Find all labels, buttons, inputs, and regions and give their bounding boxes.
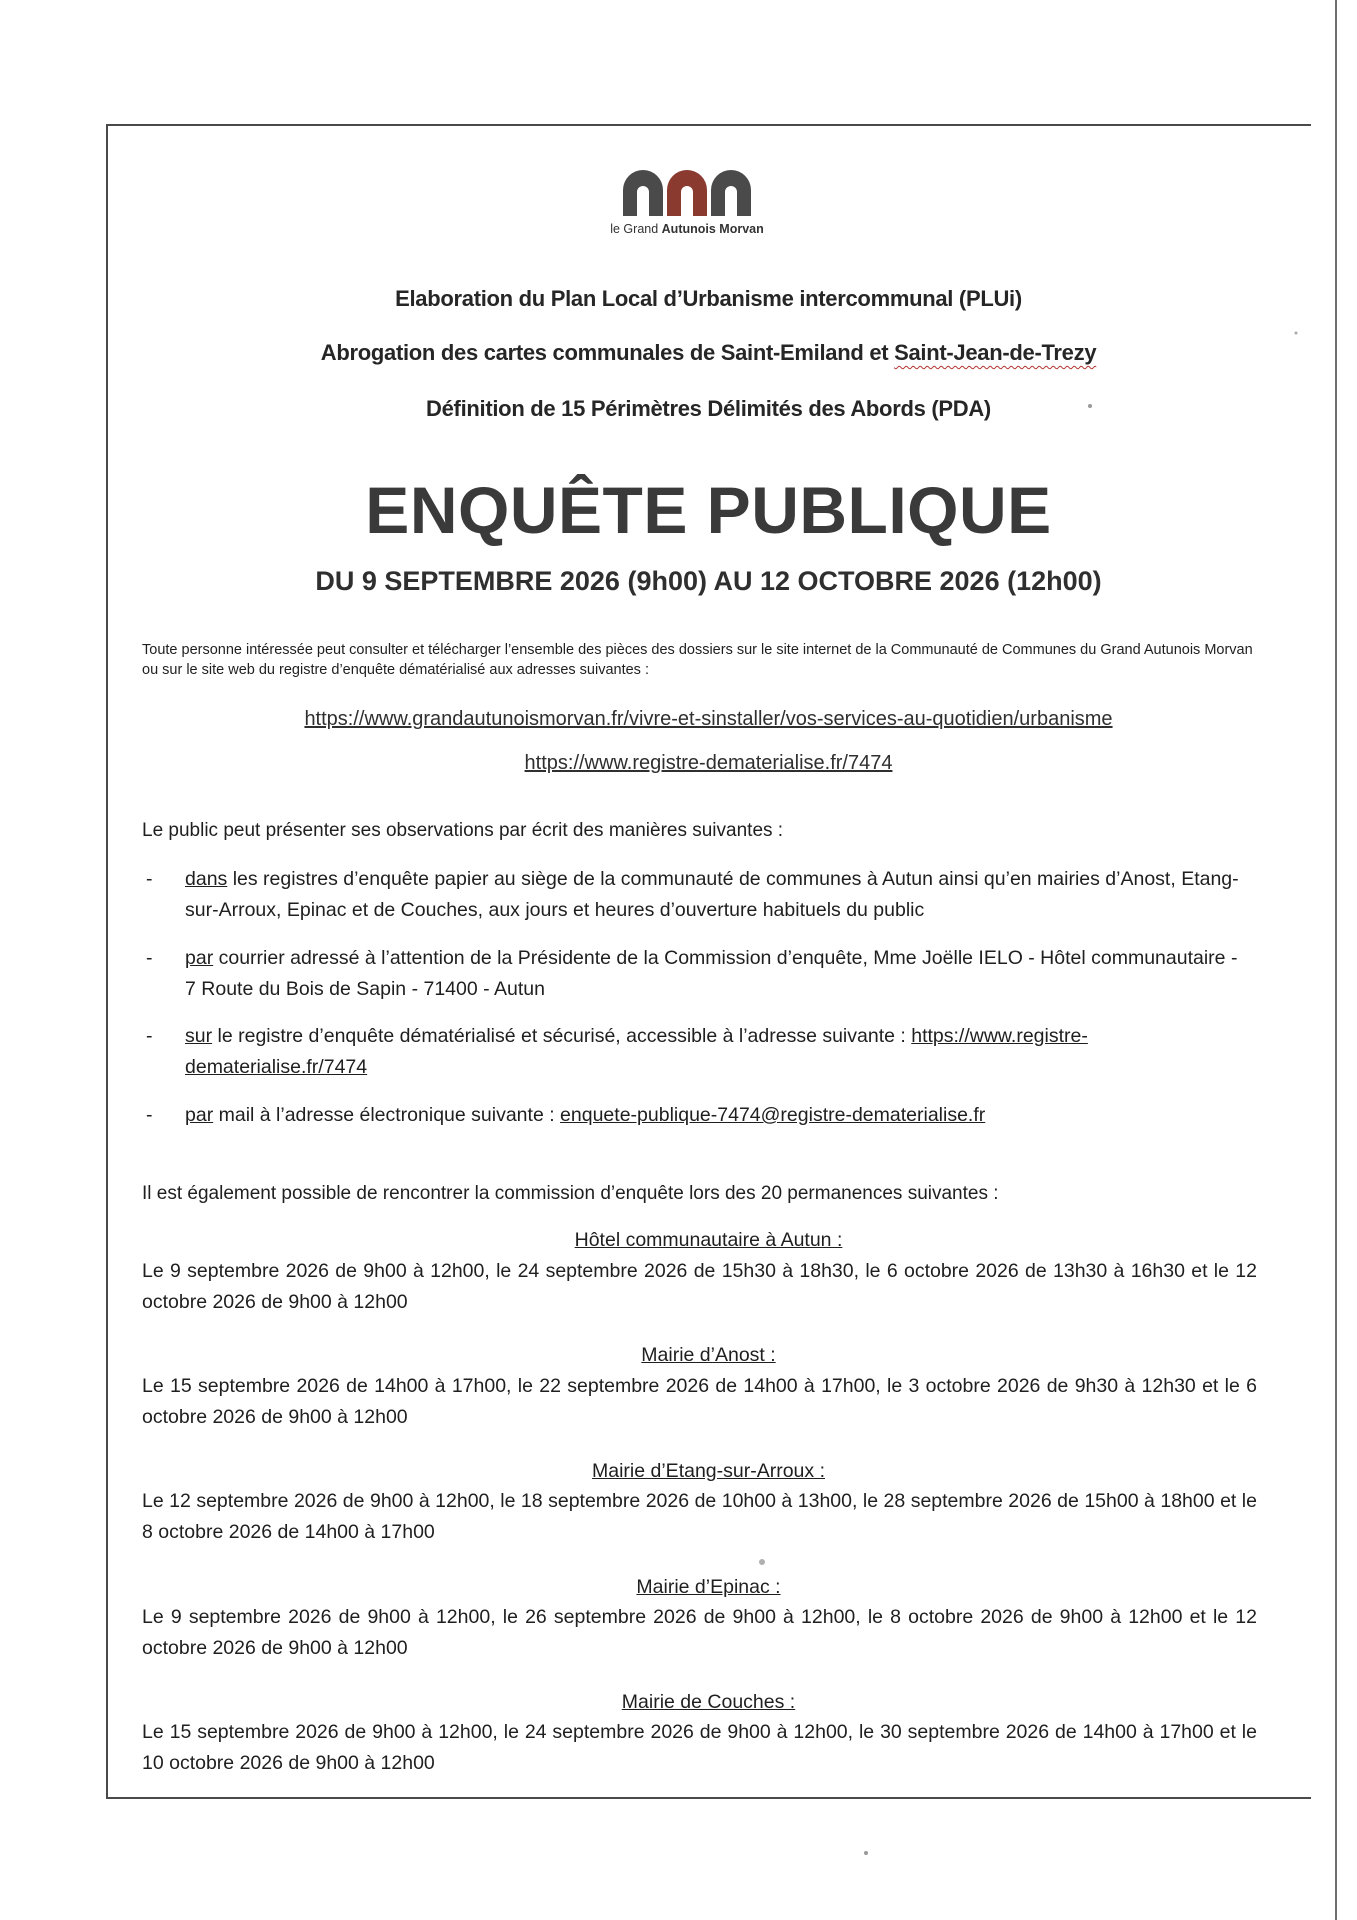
bullet-dash: - — [146, 1025, 153, 1047]
header-plui: Elaboration du Plan Local d’Urbanisme intercommunal (PLUi) — [395, 286, 1022, 311]
url-registre[interactable]: https://www.registre-dematerialise.fr/7474 — [524, 752, 893, 774]
header-pda: Définition de 15 Périmètres Délimités des Abords (PDA) — [426, 396, 991, 421]
location-title: Mairie d’Anost : — [641, 1344, 776, 1366]
email-link[interactable]: enquete-publique-7474@registre-dematerialise.fr — [560, 1104, 986, 1126]
inquiry-dates: DU 9 SEPTEMBRE 2026 (9h00) AU 12 OCTOBRE 2026 (12h00) — [315, 566, 1102, 596]
location-title: Hôtel communautaire à Autun : — [574, 1229, 843, 1251]
registre-link[interactable]: https://www.registre-dematerialise.fr/7474 — [185, 1025, 1088, 1078]
location-title: Mairie d’Epinac : — [636, 1576, 781, 1598]
permanences-intro: Il est également possible de rencontrer la commission d’enquête lors des 20 permanences suivantes : — [142, 1183, 999, 1204]
bullet-dash: - — [146, 868, 153, 890]
bullet-dash: - — [146, 1104, 153, 1126]
location-schedule: Le 15 septembre 2026 de 14h00 à 17h00, le 22 septembre 2026 de 14h00 à 17h00, le 3 octobre 2026 de 9h30 à 12h30 et le 6 octobre 2026 de 9h00 à 12h00 — [142, 1375, 1257, 1428]
location-schedule: Le 15 septembre 2026 de 9h00 à 12h00, le 24 septembre 2026 de 9h00 à 12h00, le 30 septembre 2026 de 14h00 à 17h00 et le 10 octobre 2026 de 9h00 à 12h00 — [142, 1721, 1257, 1774]
url-grand-autunois[interactable]: https://www.grandautunoismorvan.fr/vivre-et-sinstaller/vos-services-au-quotidien/urbanisme — [304, 708, 1113, 730]
header-abrogation: Abrogation des cartes communales de Saint-Emiland et Saint-Jean-de-Trezy — [320, 340, 1097, 365]
bullet-dash: - — [146, 947, 153, 969]
location-schedule: Le 9 septembre 2026 de 9h00 à 12h00, le 26 septembre 2026 de 9h00 à 12h00, le 8 octobre 2026 de 9h00 à 12h00 et le 12 octobre 2026 de 9h00 à 12h00 — [142, 1606, 1257, 1659]
page-title: ENQUÊTE PUBLIQUE — [365, 473, 1052, 547]
consultation-intro: Toute personne intéressée peut consulter et télécharger l’ensemble des pièces des dossiers sur le site internet de la Communauté de Communes du Grand Autunois Morvan ou sur le site web du registre d’enquête dématérialisé aux adresses suivantes : — [142, 642, 1253, 678]
logo-caption: le Grand Autunois Morvan — [610, 222, 764, 236]
location-title: Mairie de Couches : — [621, 1691, 796, 1713]
location-title: Mairie d’Etang-sur-Arroux : — [592, 1460, 825, 1482]
location-schedule: Le 12 septembre 2026 de 9h00 à 12h00, le 18 septembre 2026 de 10h00 à 13h00, le 28 septembre 2026 de 15h00 à 18h00 et le 8 octobre 2026 de 14h00 à 17h00 — [142, 1490, 1257, 1543]
observations-intro: Le public peut présenter ses observations par écrit des manières suivantes : — [142, 820, 784, 841]
location-schedule: Le 9 septembre 2026 de 9h00 à 12h00, le 24 septembre 2026 de 15h30 à 18h30, le 6 octobre 2026 de 13h30 à 16h30 et le 12 octobre 2026 de 9h00 à 12h00 — [142, 1260, 1257, 1313]
